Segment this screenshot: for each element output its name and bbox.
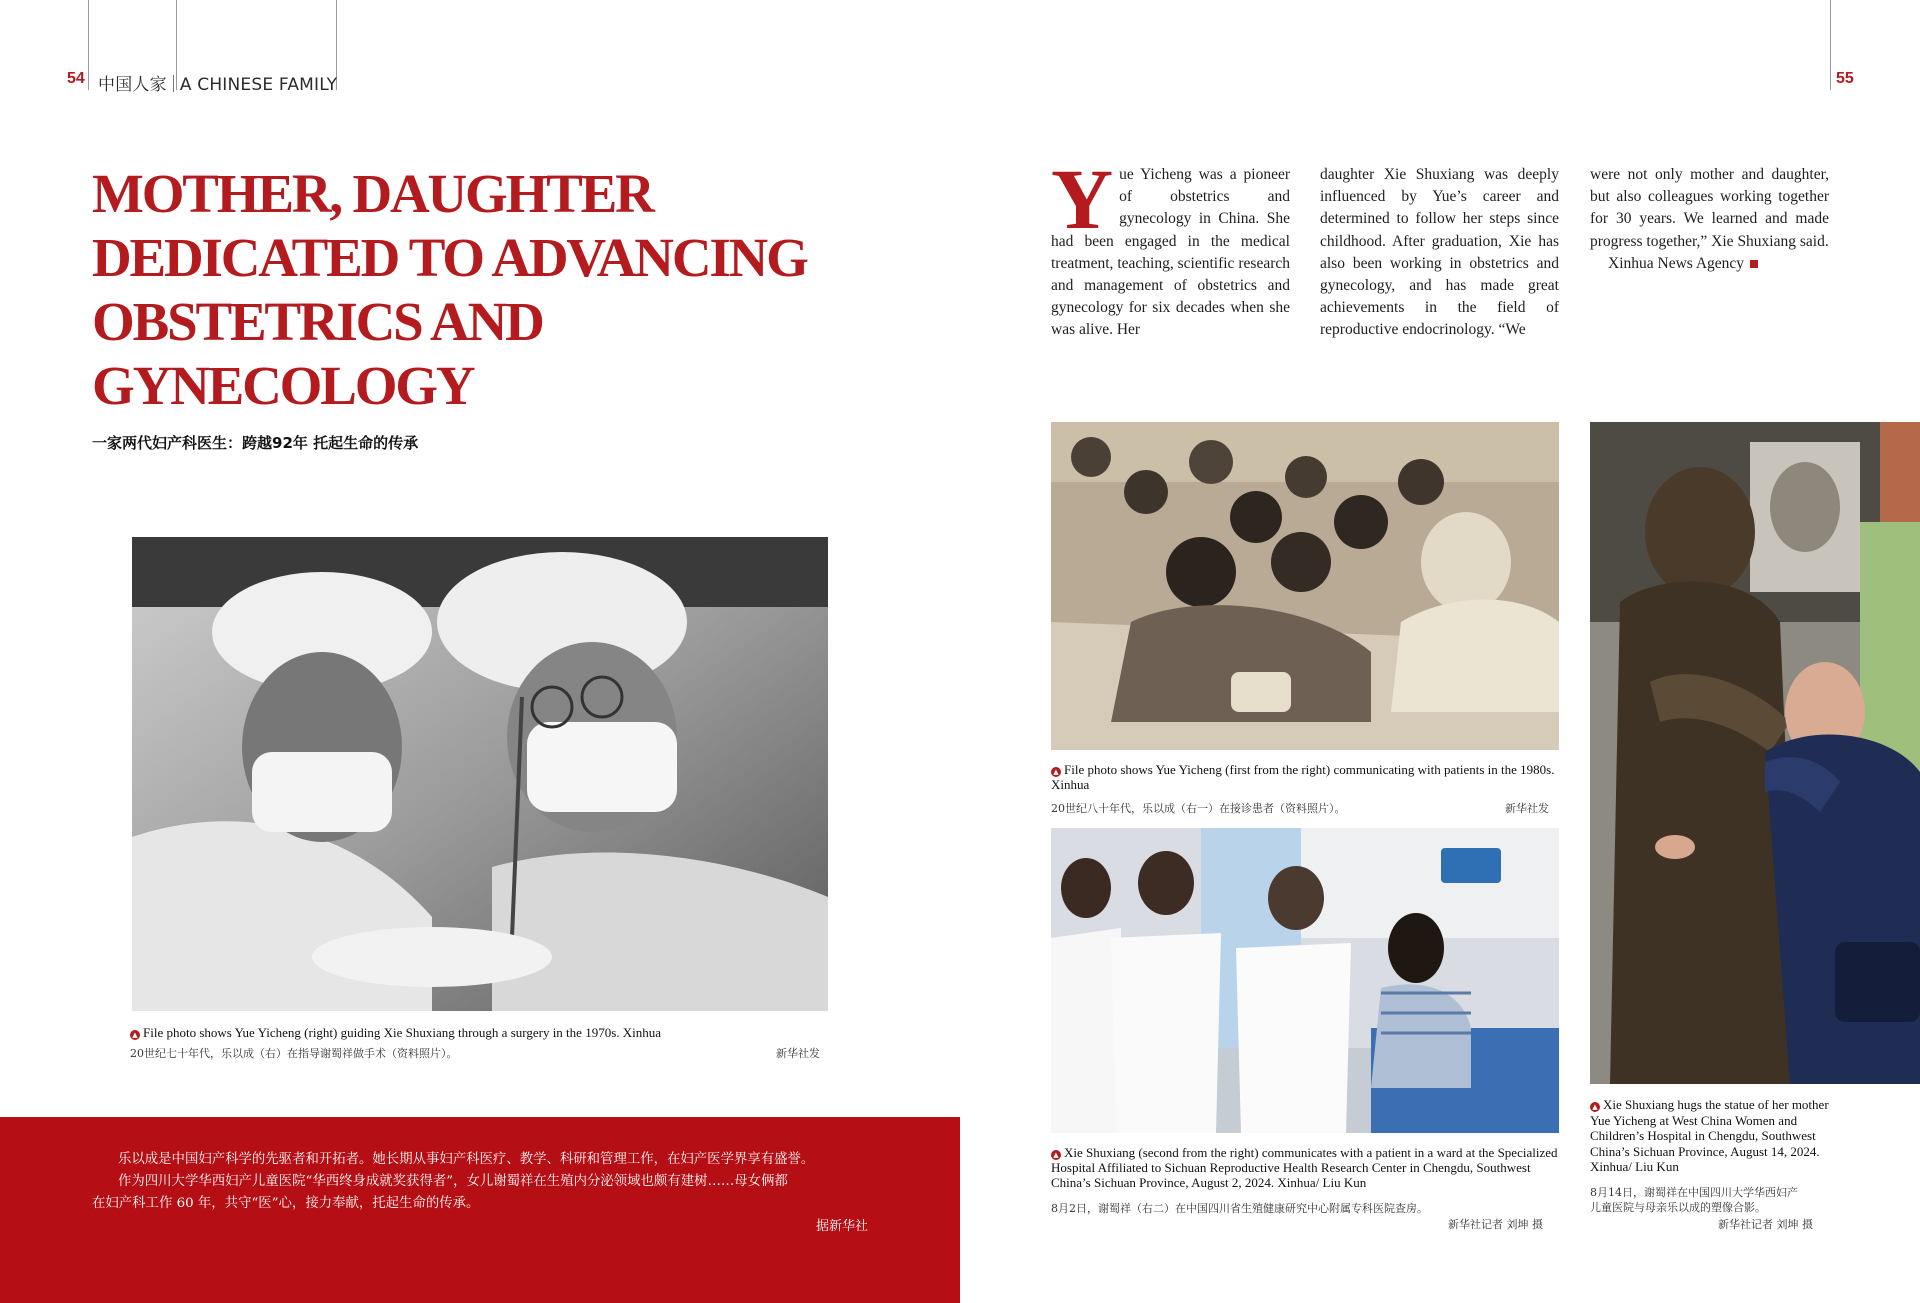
summary-line-1: 乐以成是中国妇产科学的先驱者和开拓者。她长期从事妇产科医疗、教学、科研和管理工作，在妇产医学界享有盛誉。: [118, 1152, 815, 1167]
patients-caption-en: [1051, 762, 1563, 792]
statue-credit: 新华社记者 刘坤 摄: [1718, 1218, 1813, 1231]
article-column-2: [1320, 164, 1559, 342]
end-mark: [1750, 260, 1758, 268]
statue-photo-art: [1590, 422, 1920, 1084]
patients-photo: [1051, 422, 1559, 750]
article-column-1: [1051, 151, 1290, 342]
column-1-text: ue Yicheng was a pioneer of obstetrics and gynecology in China. She had been engaged in the medical treatment, teaching, scientific research and management of obstetrics and gynecology for six decades when she was alive. Her: [1051, 166, 1290, 339]
ward-caption-en: [1051, 1145, 1563, 1190]
ward-caption-cn: 8月2日，谢蜀祥（右二）在中国四川省生殖健康研究中心附属专科医院查房。: [1051, 1202, 1428, 1215]
caption-arrow-icon: ▲: [130, 1030, 140, 1040]
statue-photo: [1590, 422, 1920, 1084]
summary-source: 据新华社: [815, 1219, 868, 1234]
section-label-cn: 中国人家: [98, 75, 167, 95]
patients-credit: 新华社发: [1505, 802, 1549, 815]
page-number-left: 54: [67, 70, 85, 87]
surgery-caption-en: [130, 1025, 830, 1040]
ward-photo-art: [1051, 828, 1559, 1133]
surgery-caption-cn: 20世纪七十年代，乐以成（右）在指导谢蜀祥做手术（资料照片）。: [130, 1047, 458, 1060]
ward-photo: [1051, 828, 1559, 1133]
drop-cap: Y: [1051, 151, 1114, 247]
caption-arrow-icon: ▲: [1590, 1102, 1600, 1112]
statue-caption-cn-2: 儿童医院与母亲乐以成的塑像合影。: [1590, 1201, 1766, 1214]
agency-name: Xinhua News Agency: [1608, 254, 1745, 272]
patients-caption-cn: 20世纪八十年代，乐以成（右一）在接诊患者（资料照片）。: [1051, 802, 1346, 815]
statue-caption-cn-1: 8月14日，谢蜀祥在中国四川大学华西妇产: [1590, 1186, 1798, 1199]
column-3-text: were not only mother and daughter, but also colleagues working together for 30 years. We learned and made progress together,” Xie Shuxiang said.: [1590, 166, 1829, 250]
statue-caption-text: Xie Shuxiang hugs the statue of her mother Yue Yicheng at West China Women and Children’s Hospital in Chengdu, Southwest China’s Sichuan Province, August 14, 2024. Xinhua/ Liu Kun: [1590, 1097, 1829, 1174]
agency-signature: [1590, 253, 1829, 275]
title-line: DEDICATED TO ADVANCING: [92, 227, 807, 288]
surgery-credit: 新华社发: [776, 1047, 820, 1060]
summary-line-2: 作为四川大学华西妇产儿童医院“华西终身成就奖获得者”，女儿谢蜀祥在生殖内分泌领域也颇有建树……母女俩都: [118, 1174, 788, 1189]
header-rule-right: [1830, 0, 1831, 90]
surgery-photo-art: [132, 537, 828, 1011]
article-subtitle-cn: 一家两代妇产科医生：跨越92年 托起生命的传承: [92, 434, 419, 452]
patients-photo-art: [1051, 422, 1559, 750]
summary-line-3: 在妇产科工作 60 年，共守“医”心，接力奉献，托起生命的传承。: [92, 1196, 480, 1211]
section-label: [98, 70, 337, 95]
title-line: OBSTETRICS AND: [92, 291, 543, 352]
caption-arrow-icon: ▲: [1051, 767, 1061, 777]
patients-caption-text: File photo shows Yue Yicheng (first from the right) communicating with patients in the 1980s. Xinhua: [1051, 762, 1555, 792]
title-line: GYNECOLOGY: [92, 355, 474, 416]
page-number-right: 55: [1836, 70, 1854, 87]
section-label-en: A CHINESE FAMILY: [179, 75, 338, 95]
article-title: [92, 162, 852, 418]
caption-arrow-icon: ▲: [1051, 1150, 1061, 1160]
ward-caption-text: Xie Shuxiang (second from the right) communicates with a patient in a ward at the Specialized Hospital Affiliated to Sichuan Reproductive Health Research Center in Chengdu, Southwest China’s Sichuan Province, August 2, 2024. Xinhua/ Liu Kun: [1051, 1145, 1558, 1190]
column-2-text: daughter Xie Shuxiang was deeply influenced by Yue’s career and determined to follow her steps since childhood. After graduation, Xie has also been working in obstetrics and gynecology, and has made great achievements in the field of reproductive endocrinology. “We: [1320, 166, 1559, 339]
statue-caption-en: [1590, 1097, 1830, 1175]
surgery-photo: [132, 537, 828, 1011]
section-divider: [173, 75, 174, 92]
surgery-caption-text: File photo shows Yue Yicheng (right) guiding Xie Shuxiang through a surgery in the 1970s. Xinhua: [143, 1025, 662, 1040]
title-line: MOTHER, DAUGHTER: [92, 163, 653, 224]
ward-credit: 新华社记者 刘坤 摄: [1448, 1218, 1543, 1231]
header-rule-left-1: [88, 0, 89, 90]
article-column-3: [1590, 164, 1829, 275]
summary-box: [0, 1117, 960, 1303]
